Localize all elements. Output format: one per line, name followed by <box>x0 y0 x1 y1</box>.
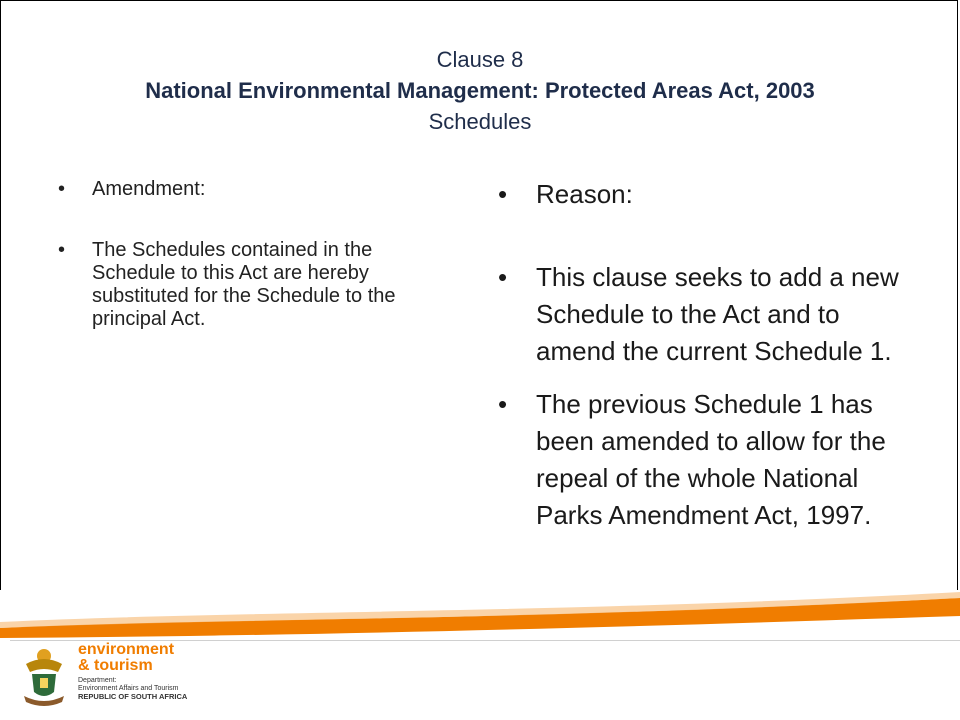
amendment-heading: • Amendment: <box>58 178 458 201</box>
amendment-list <box>58 178 458 331</box>
brand-wordmark <box>78 642 174 674</box>
title-schedules: Schedules <box>428 109 532 134</box>
reason-text-1: • This clause seeks to add a new Schedule to the Act and to amend the current Schedule 1. <box>498 259 918 370</box>
brand-line-tourism: & tourism <box>78 657 153 674</box>
title-act-name: National Environmental Management: Protected Areas Act, 2003 <box>145 78 815 103</box>
brand-line-environment: environment <box>78 641 175 658</box>
reason-text-2: • The previous Schedule 1 has been amended to allow for the repeal of the whole National Parks Amendment Act, 1997. <box>498 386 918 534</box>
coat-of-arms-logo <box>18 646 70 708</box>
reason-column <box>498 176 918 534</box>
reason-list <box>498 176 918 534</box>
department-block <box>78 677 187 701</box>
dept-name: Environment Affairs and Tourism <box>78 685 179 692</box>
amendment-text: • The Schedules contained in the Schedule to this Act are hereby substituted for the Schedule to the principal Act. <box>58 239 458 331</box>
reason-heading: • Reason: <box>498 176 918 213</box>
slide-title <box>0 44 960 137</box>
country-name: REPUBLIC OF SOUTH AFRICA <box>78 692 188 701</box>
title-clause: Clause 8 <box>436 47 524 72</box>
orange-swoosh-decoration <box>0 588 960 638</box>
dept-label: Department: <box>78 677 117 684</box>
amendment-column <box>58 178 458 369</box>
